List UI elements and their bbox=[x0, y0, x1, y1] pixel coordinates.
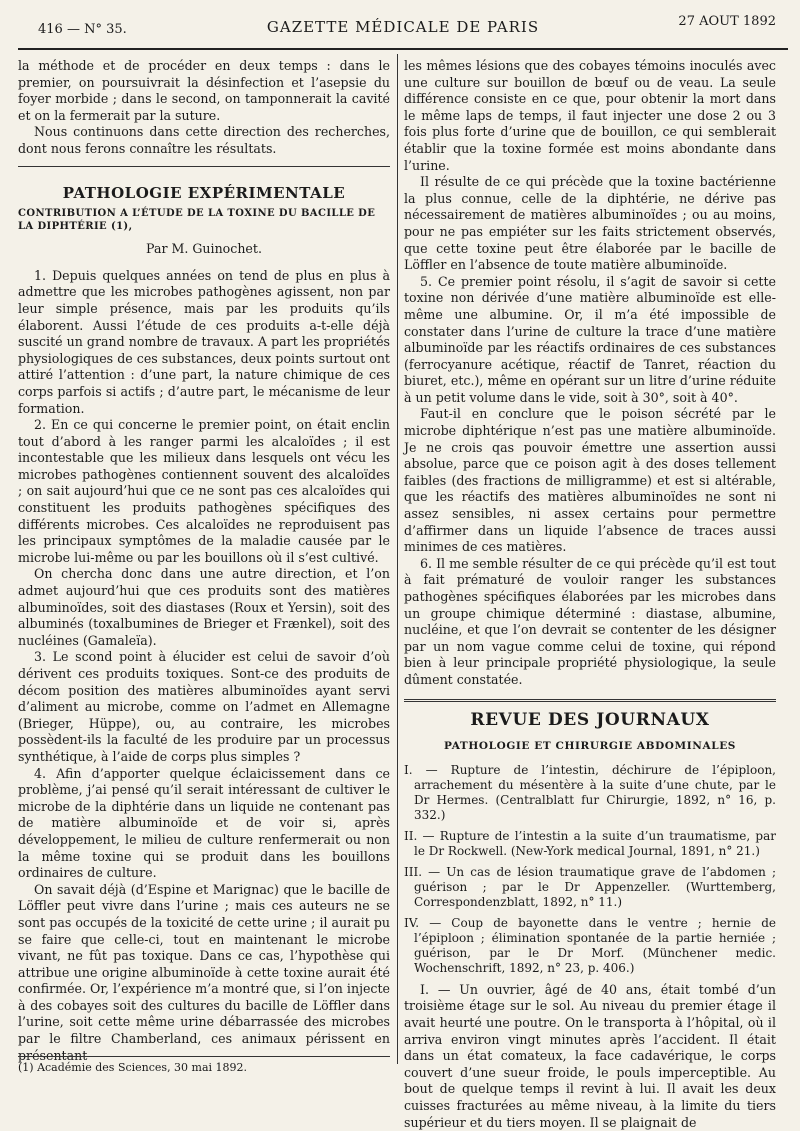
section-rule bbox=[18, 166, 390, 167]
paragraph: les mêmes lésions que des cobayes témoins inoculés avec une culture sur bouillon de bœuf ou de veau. La seule différence consiste en ce que, pour obtenir la mort dans le même laps de temps, il faut injecter une dose 2 ou 3 fois plus forte d’urine que de bouillon, ce qui semblerait établir que la toxine formée est moins abondante dans l’urine. bbox=[404, 58, 776, 173]
intro-paragraph: la méthode et de procéder en deux temps : dans le premier, on poursuivrait la désinfection et l’asepsie du foyer morbide ; dans le second, on tamponnerait la cavité et on la fermerait par la suture. bbox=[18, 58, 390, 123]
review-rule bbox=[404, 699, 776, 702]
paragraph: Il résulte de ce qui précède que la toxine bactérienne la plus connue, celle de la diphtérie, ne dérive pas nécessairement de matières albuminoïdes ; ou au moins, pour ne pas empiéter sur les faits strictement observés, que cette toxine peut être élaborée par le bacille de Löffler en l’absence de toute matière albuminoïde. bbox=[404, 174, 776, 273]
footnote: (1) Académie des Sciences, 30 mai 1892. bbox=[18, 1056, 390, 1074]
reference-item: II. — Rupture de l’intestin a la suite d’un traumatisme, par le Dr Rockwell. (New-York medical Journal, 1891, n° 21.) bbox=[404, 828, 776, 858]
journal-title: GAZETTE MÉDICALE DE PARIS bbox=[266, 18, 540, 36]
reference-item: IV. — Coup de bayonette dans le ventre ; hernie de l’épiploon ; élimination spontanée de la partie herniée ; guérison, par le Dr Morf. (Münchener medic. Wochenschrift, 1892, n° 23, p. 406.) bbox=[404, 915, 776, 975]
paragraph: 2. En ce qui concerne le premier point, on était enclin tout d’abord à les ranger parmi les alcaloïdes ; il est incontestable que les milieux dans lesquels ont vécu les microbes pathogènes contiennent souvent des alcaloïdes ; on sait aujourd’hui que ce ne sont pas ces alcaloïdes qui constituent les produits pathogènes spécifiques des différents microbes. Ces alcaloïdes ne reproduisent pas les principaux symptômes de la maladie causée par le microbe lui-même ou par les bouillons où il s’est cultivé. bbox=[18, 417, 390, 565]
issue-date: 27 AOUT 1892 bbox=[678, 14, 776, 29]
review-title: REVUE DES JOURNAUX bbox=[470, 709, 710, 730]
paragraph: 5. Ce premier point résolu, il s’agit de savoir si cette toxine non dérivée d’une matière albuminoïde est elle-même une albumine. Or, il m’a été impossible de constater dans l’urine de culture la trace d’une matière albuminoïde par les réactifs ordinaires de ces substances (ferrocyanure acétique, réactif de Tanret, réaction du biuret, etc.), même en opérant sur un litre d’urine réduite à un petit volume dans le vide, soit à 30°, soit à 40°. bbox=[404, 273, 776, 405]
paragraph: Faut-il en conclure que le poison sécrété par le microbe diphtérique n’est pas une matière albuminoïde. Je ne crois qas pouvoir émettre une assertion aussi absolue, parce que ce poison agit à des doses tellement faibles (des fractions de milligramme) et est si altérable, que les réactifs des matières albuminoïdes ne sont ni assez sensibles, ni assex certains pour permettre d’affirmer dans un liquide l’absence de traces aussi minimes de ces matières. bbox=[404, 406, 776, 555]
page-header bbox=[18, 10, 788, 46]
section-title: PATHOLOGIE EXPÉRIMENTALE bbox=[62, 183, 346, 202]
newspaper-page bbox=[18, 10, 788, 1130]
paragraph: On savait déjà (d’Espine et Marignac) que le bacille de Löffler peut vivre dans l’urine ; mais ces auteurs ne se sont pas occupés de la toxicité de cette urine ; il aurait pu se faire que celle-ci, tout en maintenant le microbe vivant, ne fût pas toxique. Dans ce cas, l’hypothèse qui attribue une origine albuminoïde à cette toxine aurait été confirmée. Or, l’expérience m’a montré que, si l’on injecte à des cobayes soit des cultures du bacille de Löffler dans l’urine, soit cette même urine débarrassée des microbes par le filtre Chamberland, ces animaux périssent en présentant bbox=[18, 881, 390, 1063]
review-subtitle: PATHOLOGIE ET CHIRURGIE ABDOMINALES bbox=[444, 740, 736, 753]
page-number: 416 — N° 35. bbox=[38, 22, 127, 37]
paragraph: 3. Le scond point à élucider est celui de savoir d’où dérivent ces produits toxiques. Sont-ce des produits de décom position des matières albuminoïdes ayant servi d’aliment au microbe, comme on l’admet en Allemagne (Brieger, Hüppe), ou, au contraire, les microbes possèdent-ils la faculté de les produire par un processus synthétique, à l’aide de corps plus simples ? bbox=[18, 649, 390, 764]
case-paragraph: I. — Un ouvrier, âgé de 40 ans, était tombé d’un troisième étage sur le sol. Au niveau du premier étage il avait heurté une poutre. On le transporta à l’hôpital, où il arriva environ vingt minutes après l’accident. Il était dans un état comateux, la face cadavérique, le corps couvert d’une sueur froide, le pouls imperceptible. Au bout de quelque temps il revint à lui. Il avait les deux cuisses fracturées au même niveau, à la limite du tiers supérieur et du tiers moyen. Il se plaignait de bbox=[404, 981, 776, 1130]
byline: Par M. Guinochet. bbox=[146, 241, 262, 257]
reference-item: I. — Rupture de l’intestin, déchirure de l’épiploon, arrachement du mésentère à la suite d’une chute, par le Dr Hermes. (Centralblatt fur Chirurgie, 1892, n° 16, p. 332.) bbox=[404, 762, 776, 822]
header-rule bbox=[18, 48, 788, 50]
paragraph: 4. Afin d’apporter quelque éclaicissement dans ce problème, j’ai pensé qu’il serait intéressant de cultiver le microbe de la diphtérie dans un liquide ne contenant pas de matière albuminoïde et de voir si, après développement, le milieu de culture renfermerait ou non la même toxine qui se produit dans les bouillons ordinaires de culture. bbox=[18, 765, 390, 881]
left-column bbox=[18, 58, 390, 1064]
right-column bbox=[404, 58, 776, 1131]
section-subtitle: CONTRIBUTION A L’ÉTUDE DE LA TOXINE DU BACILLE DE LA DIPHTÉRIE (1), bbox=[18, 208, 376, 233]
paragraph: 6. Il me semble résulter de ce qui précède qu’il est tout à fait prématuré de vouloir ranger les substances pathogènes spécifiques élaborées par les microbes dans un groupe chimique déterminé : diastase, albumine, nucléine, et que l’on devrait se contenter de les désigner par un nom vague comme celui de toxine, qui répond bien à leur principale propriété physiologique, la seule dûment constatée. bbox=[404, 555, 776, 687]
reference-item: III. — Un cas de lésion traumatique grave de l’abdomen ; guérison ; par le Dr Appenzeller. (Wurttemberg, Correspondenzblatt, 1892, n° 11.) bbox=[404, 864, 776, 909]
paragraph: 1. Depuis quelques années on tend de plus en plus à admettre que les microbes pathogènes agissent, non par leur simple présence, mais par les produits qu’ils élaborent. Aussi l’étude de ces produits a-t-elle déjà suscité un grand nombre de travaux. A part les propriétés physiologiques de ces substances, deux points surtout ont attiré l’attention : d’une part, la nature chimique de ces corps parfois si actifs ; d’autre part, le mécanisme de leur formation. bbox=[18, 267, 390, 416]
column-divider bbox=[397, 54, 398, 1064]
intro-paragraph-2: Nous continuons dans cette direction des recherches, dont nous ferons connaître les résultats. bbox=[18, 124, 390, 156]
paragraph: On chercha donc dans une autre direction, et l’on admet aujourd’hui que ces produits sont des matières albuminoïdes, soit des diastases (Roux et Yersin), soit des albuminés (toxalbumines de Brieger et Frænkel), soit des nucléines (Gamaleïa). bbox=[18, 566, 390, 648]
